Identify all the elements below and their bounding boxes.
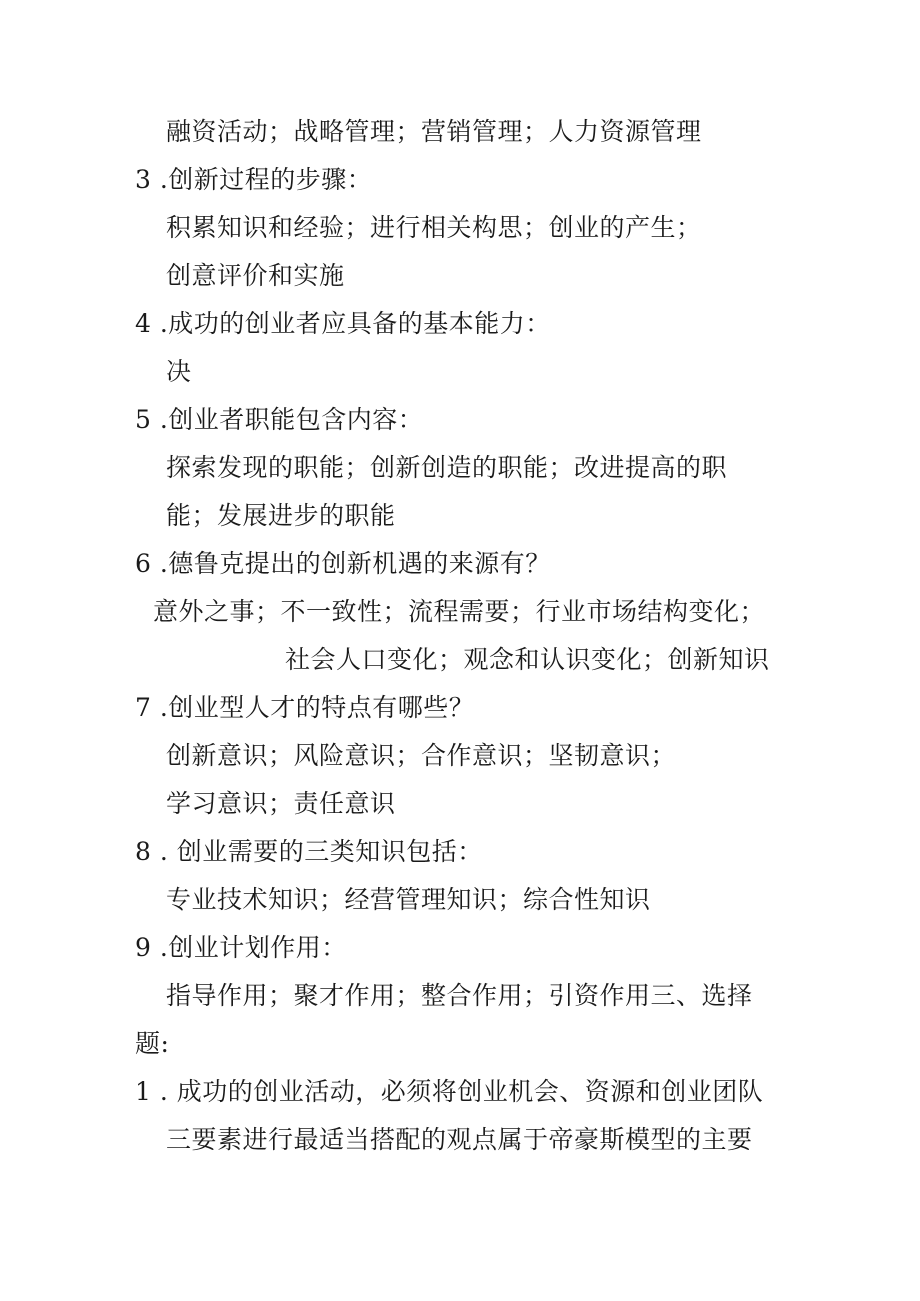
question-5-heading: 5 .创业者职能包含内容： xyxy=(135,405,424,434)
answer-line-abilities: 决 xyxy=(166,357,192,386)
answer-line-plan-roles: 指导作用；聚才作用；整合作用；引资作用三、选择 xyxy=(166,981,753,1010)
answer-line-knowledge: 专业技术知识；经营管理知识；综合性知识 xyxy=(166,885,651,914)
question-6-heading: 6 .德鲁克提出的创新机遇的来源有？ xyxy=(135,549,551,578)
answer-line-traits-2: 学习意识；责任意识 xyxy=(166,789,396,818)
choice-question-1-line-2: 三要素进行最适当搭配的观点属于帝豪斯模型的主要 xyxy=(166,1125,753,1154)
answer-line-innovation-steps-2: 创意评价和实施 xyxy=(166,261,345,290)
answer-line-traits-1: 创新意识；风险意识；合作意识；坚韧意识； xyxy=(166,741,677,770)
answer-line-sources-1: 意外之事；不一致性；流程需要；行业市场结构变化； xyxy=(153,597,766,626)
question-9-heading: 9 .创业计划作用： xyxy=(135,933,347,962)
answer-line-functions-1: 探索发现的职能；创新创造的职能；改进提高的职 xyxy=(166,453,728,482)
section-heading-continuation: 题: xyxy=(135,1029,170,1058)
choice-question-1-line-1: 1 . 成功的创业活动，必须将创业机会、资源和创业团队 xyxy=(135,1077,764,1106)
answer-line-sources-2: 社会人口变化；观念和认识变化；创新知识 xyxy=(285,645,770,674)
question-7-heading: 7 .创业型人才的特点有哪些？ xyxy=(135,693,475,722)
answer-line-functions-2: 能；发展进步的职能 xyxy=(166,501,396,530)
question-3-heading: 3 .创新过程的步骤： xyxy=(135,165,373,194)
question-8-heading: 8 . 创业需要的三类知识包括： xyxy=(135,837,483,866)
answer-line-financing: 融资活动；战略管理；营销管理；人力资源管理 xyxy=(166,117,702,146)
answer-line-innovation-steps-1: 积累知识和经验；进行相关构思；创业的产生； xyxy=(166,213,702,242)
question-4-heading: 4 .成功的创业者应具备的基本能力： xyxy=(135,309,551,338)
